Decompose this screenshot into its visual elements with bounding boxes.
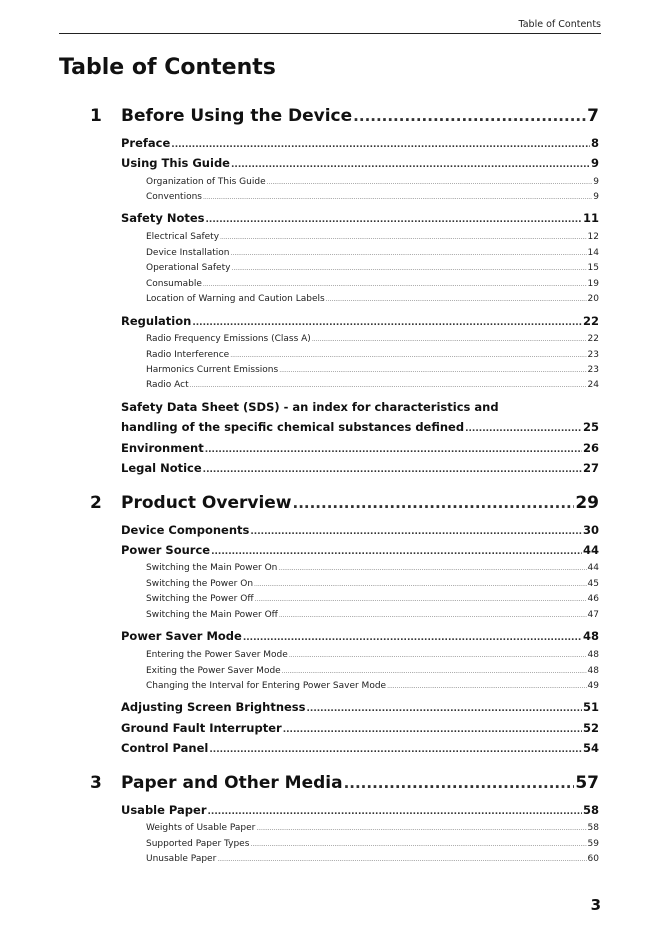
toc-subentry[interactable] xyxy=(146,839,599,849)
toc-subentry[interactable] xyxy=(146,380,599,390)
leader-dots xyxy=(326,296,587,303)
entry-title: Radio Act xyxy=(146,380,189,390)
entry-title: handling of the specific chemical substances defined xyxy=(121,420,465,434)
entry-title: Supported Paper Types xyxy=(146,839,250,849)
toc-entry[interactable] xyxy=(121,523,599,537)
entry-title: Consumable xyxy=(146,279,202,289)
leader-dots xyxy=(312,336,587,343)
page-number: 26 xyxy=(582,441,599,455)
leader-dots xyxy=(209,745,582,755)
leader-dots xyxy=(353,107,586,125)
toc-subentry[interactable] xyxy=(146,248,599,258)
leader-dots xyxy=(243,633,582,643)
toc-subentry[interactable] xyxy=(146,854,599,864)
page-number: 9 xyxy=(590,156,599,170)
leader-dots xyxy=(203,465,582,475)
page-number: 58 xyxy=(582,803,599,817)
page-number: 48 xyxy=(587,650,599,660)
entry-title: Unusable Paper xyxy=(146,854,217,864)
toc-subentry[interactable] xyxy=(146,263,599,273)
entry-title: Switching the Main Power Off xyxy=(146,610,278,620)
entry-title: Changing the Interval for Entering Power Saver Mode xyxy=(146,681,387,691)
page-number: 7 xyxy=(587,106,599,126)
chapter-number: 2 xyxy=(90,493,102,513)
leader-dots xyxy=(220,234,587,241)
page-number: 44 xyxy=(587,563,599,573)
toc-entry[interactable] xyxy=(121,543,599,557)
chapter-number: 1 xyxy=(90,106,102,126)
toc-entry[interactable] xyxy=(121,314,599,328)
leader-dots xyxy=(283,725,582,735)
leader-dots xyxy=(206,215,582,225)
entry-title: Switching the Power On xyxy=(146,579,254,589)
entry-title: Adjusting Screen Brightness xyxy=(121,700,306,714)
leader-dots xyxy=(230,352,586,359)
page-number: 9 xyxy=(593,177,599,187)
toc-subentry[interactable] xyxy=(146,579,599,589)
entry-title: Safety Notes xyxy=(121,211,205,225)
entry-title: Device Components xyxy=(121,523,250,537)
page-number: 22 xyxy=(587,334,599,344)
page-number: 27 xyxy=(582,461,599,475)
toc-entry[interactable] xyxy=(121,441,599,455)
entry-title: Operational Safety xyxy=(146,263,231,273)
page-number: 23 xyxy=(587,350,599,360)
running-head: Table of Contents xyxy=(518,19,601,30)
toc-chapter-2[interactable] xyxy=(90,493,599,513)
page-number: 44 xyxy=(582,543,599,557)
leader-dots xyxy=(250,841,586,848)
entry-title: Power Saver Mode xyxy=(121,629,242,643)
leader-dots xyxy=(279,612,587,619)
page-number: 23 xyxy=(587,365,599,375)
page-number: 49 xyxy=(587,681,599,691)
page-number: 22 xyxy=(582,314,599,328)
page-number: 29 xyxy=(575,493,599,513)
page-number: 12 xyxy=(587,232,599,242)
leader-dots xyxy=(256,825,586,832)
leader-dots xyxy=(267,179,593,186)
toc-subentry[interactable] xyxy=(146,232,599,242)
entry-title: Control Panel xyxy=(121,741,209,755)
page-number: 24 xyxy=(587,380,599,390)
page-number: 30 xyxy=(582,523,599,537)
toc-subentry[interactable] xyxy=(146,563,599,573)
leader-dots xyxy=(387,683,586,690)
page-number: 20 xyxy=(587,294,599,304)
entry-title: Preface xyxy=(121,136,171,150)
entry-title: Usable Paper xyxy=(121,803,207,817)
toc-subentry[interactable] xyxy=(146,650,599,660)
leader-dots xyxy=(208,807,582,817)
leader-dots xyxy=(465,424,582,434)
chapter-title: Product Overview xyxy=(121,493,292,513)
toc-subentry[interactable] xyxy=(146,823,599,833)
toc-entry[interactable] xyxy=(121,461,599,475)
page-number: 46 xyxy=(587,594,599,604)
leader-dots xyxy=(217,856,586,863)
leader-dots xyxy=(293,494,575,512)
toc-entry[interactable] xyxy=(121,420,599,434)
toc-subentry[interactable] xyxy=(146,177,599,187)
leader-dots xyxy=(254,581,587,588)
page-number: 14 xyxy=(587,248,599,258)
leader-dots xyxy=(289,652,587,659)
page-number: 51 xyxy=(582,700,599,714)
leader-dots xyxy=(171,140,590,150)
entry-title: Switching the Power Off xyxy=(146,594,254,604)
leader-dots xyxy=(211,547,582,557)
leader-dots xyxy=(192,318,582,328)
leader-dots xyxy=(282,668,587,675)
toc-subentry[interactable] xyxy=(146,334,599,344)
entry-title: Regulation xyxy=(121,314,192,328)
page-number: 9 xyxy=(593,192,599,202)
page-number: 48 xyxy=(582,629,599,643)
page-number: 60 xyxy=(587,854,599,864)
toc-subentry[interactable] xyxy=(146,666,599,676)
toc-chapter-1[interactable] xyxy=(90,106,599,126)
toc-entry[interactable] xyxy=(121,629,599,643)
leader-dots xyxy=(190,382,587,389)
toc-entry[interactable] xyxy=(121,156,599,170)
toc-entry-line1[interactable]: Safety Data Sheet (SDS) - an index for characteristics and xyxy=(121,400,499,414)
entry-title: Environment xyxy=(121,441,204,455)
leader-dots xyxy=(203,194,592,201)
page-number: 8 xyxy=(590,136,599,150)
page-number: 58 xyxy=(587,823,599,833)
toc-entry[interactable] xyxy=(121,700,599,714)
toc-subentry[interactable] xyxy=(146,610,599,620)
leader-dots xyxy=(279,367,586,374)
leader-dots xyxy=(250,527,582,537)
toc-entry[interactable] xyxy=(121,741,599,755)
entry-title: Entering the Power Saver Mode xyxy=(146,650,288,660)
page-number: 47 xyxy=(587,610,599,620)
leader-dots xyxy=(231,250,587,257)
page-number: 48 xyxy=(587,666,599,676)
toc-subentry[interactable] xyxy=(146,350,599,360)
toc-subentry[interactable] xyxy=(146,594,599,604)
toc-subentry[interactable] xyxy=(146,294,599,304)
leader-dots xyxy=(344,774,575,792)
toc-subentry[interactable] xyxy=(146,365,599,375)
entry-title: Organization of This Guide xyxy=(146,177,266,187)
leader-dots xyxy=(307,704,582,714)
entry-title: Harmonics Current Emissions xyxy=(146,365,279,375)
page-title: Table of Contents xyxy=(59,55,276,80)
entry-title: Electrical Safety xyxy=(146,232,220,242)
entry-title: Radio Interference xyxy=(146,350,230,360)
page-number: 57 xyxy=(575,773,599,793)
page-number: 11 xyxy=(582,211,599,225)
toc-entry[interactable] xyxy=(121,211,599,225)
entry-title: Using This Guide xyxy=(121,156,230,170)
page-number: 45 xyxy=(587,579,599,589)
toc-entry[interactable] xyxy=(121,721,599,735)
toc-subentry[interactable] xyxy=(146,192,599,202)
chapter-title: Before Using the Device xyxy=(121,106,353,126)
entry-title: Device Installation xyxy=(146,248,230,258)
entry-title: Weights of Usable Paper xyxy=(146,823,256,833)
page-number: 25 xyxy=(582,420,599,434)
entry-title: Legal Notice xyxy=(121,461,202,475)
chapter-title: Paper and Other Media xyxy=(121,773,343,793)
leader-dots xyxy=(231,160,590,170)
toc-chapter-3[interactable] xyxy=(90,773,599,793)
entry-title: Switching the Main Power On xyxy=(146,563,278,573)
toc-entry[interactable] xyxy=(121,136,599,150)
leader-dots xyxy=(203,281,587,288)
page-number: 15 xyxy=(587,263,599,273)
entry-title: Exiting the Power Saver Mode xyxy=(146,666,281,676)
entry-title: Power Source xyxy=(121,543,211,557)
page-number: 54 xyxy=(582,741,599,755)
leader-dots xyxy=(255,596,587,603)
page-number: 52 xyxy=(582,721,599,735)
entry-title: Radio Frequency Emissions (Class A) xyxy=(146,334,311,344)
leader-dots xyxy=(231,265,586,272)
page-folio: 3 xyxy=(590,896,601,914)
entry-title: Conventions xyxy=(146,192,202,202)
toc-subentry[interactable] xyxy=(146,681,599,691)
page-number: 19 xyxy=(587,279,599,289)
header-rule xyxy=(59,33,601,34)
leader-dots xyxy=(205,445,582,455)
leader-dots xyxy=(278,565,586,572)
toc-subentry[interactable] xyxy=(146,279,599,289)
entry-title: Location of Warning and Caution Labels xyxy=(146,294,325,304)
page-number: 59 xyxy=(587,839,599,849)
entry-title: Ground Fault Interrupter xyxy=(121,721,282,735)
chapter-number: 3 xyxy=(90,773,102,793)
toc-entry[interactable] xyxy=(121,803,599,817)
